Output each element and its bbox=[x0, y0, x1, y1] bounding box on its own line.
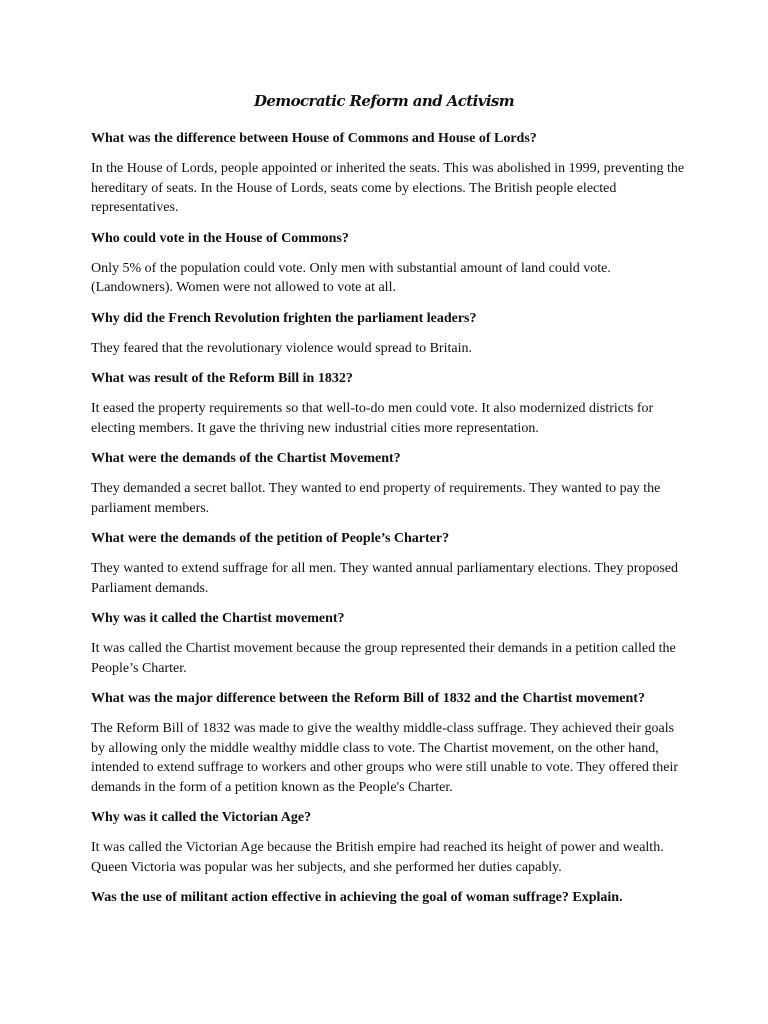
question: Who could vote in the House of Commons? bbox=[91, 230, 349, 246]
qa-list bbox=[91, 129, 687, 918]
page-title: Democratic Reform and Activism bbox=[253, 92, 515, 110]
answer: They demanded a secret ballot. They wanted to end property of requirements. They wanted to pay the parliament members. bbox=[91, 481, 661, 516]
question: What was result of the Reform Bill in 1832? bbox=[91, 371, 353, 386]
question: What was the difference between House of Commons and House of Lords? bbox=[91, 131, 537, 146]
answer: They wanted to extend suffrage for all men. They wanted annual parliamentary elections. They proposed Parliament demands. bbox=[91, 561, 679, 596]
question: What were the demands of the Chartist Movement? bbox=[91, 451, 401, 466]
answer: In the House of Lords, people appointed or inherited the seats. This was abolished in 1999, preventing the hereditary of seats. In the House of Lords, seats come by elections. The British people elected representatives. bbox=[91, 161, 685, 215]
answer: The Reform Bill of 1832 was made to give the wealthy middle-class suffrage. They achieved their goals by allowing only the middle wealthy middle class to vote. The Chartist movement, on the other hand, intended to extend suffrage to workers and other groups who were still unable to vote. They offered their demands in the form of a petition known as the People's Charter. bbox=[91, 721, 679, 795]
answer: They feared that the revolutionary violence would spread to Britain. bbox=[91, 340, 472, 356]
question: What were the demands of the petition of People’s Charter? bbox=[91, 531, 450, 546]
answer: It was called the Chartist movement because the group represented their demands in a petition called the People’s Charter. bbox=[91, 641, 676, 676]
answer: It eased the property requirements so that well-to-do men could vote. It also modernized districts for electing members. It gave the thriving new industrial cities more representation. bbox=[91, 401, 654, 436]
answer: Only 5% of the population could vote. Only men with substantial amount of land could vote. (Landowners). Women were not allowed to vote at all. bbox=[91, 260, 611, 295]
question: Why did the French Revolution frighten the parliament leaders? bbox=[91, 310, 477, 326]
question: What was the major difference between the Reform Bill of 1832 and the Chartist movement? bbox=[91, 691, 645, 706]
answer: It was called the Victorian Age because the British empire had reached its height of power and wealth. Queen Victoria was popular was her subjects, and she performed her duties capably. bbox=[91, 840, 664, 875]
question: Why was it called the Chartist movement? bbox=[91, 611, 345, 626]
question: Was the use of militant action effective in achieving the goal of woman suffrage? Explain. bbox=[91, 890, 623, 905]
question: Why was it called the Victorian Age? bbox=[91, 810, 312, 825]
